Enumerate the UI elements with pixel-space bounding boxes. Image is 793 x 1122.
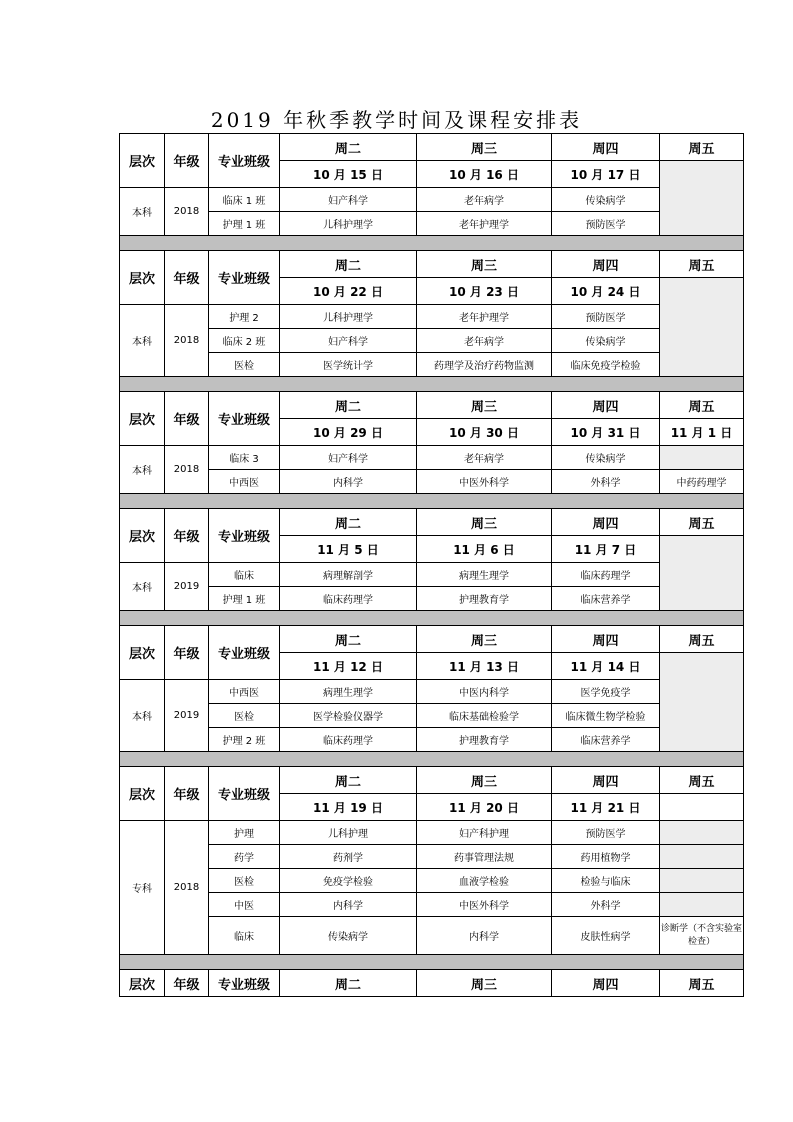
header-grade: 年级 [165, 392, 209, 446]
course-row [120, 845, 744, 869]
thursday-course: 外科学 [552, 893, 660, 917]
date-cell: 10 月 22 日 [280, 278, 417, 305]
header-wed: 周三 [417, 134, 552, 161]
header-class: 专业班级 [209, 392, 280, 446]
date-cell: 10 月 31 日 [552, 419, 660, 446]
header-grade: 年级 [165, 509, 209, 563]
header-wed: 周三 [417, 767, 552, 794]
header-tue: 周二 [280, 134, 417, 161]
header-tue: 周二 [280, 392, 417, 419]
header-row [120, 509, 744, 536]
wednesday-course: 老年护理学 [417, 212, 552, 236]
header-thu: 周四 [552, 767, 660, 794]
week-separator [120, 955, 744, 970]
tuesday-course: 临床药理学 [280, 587, 417, 611]
grade-cell: 2018 [165, 188, 209, 236]
week-separator [120, 752, 744, 767]
header-thu: 周四 [552, 509, 660, 536]
tuesday-course: 病理生理学 [280, 680, 417, 704]
separator-bar [120, 955, 744, 970]
date-cell: 10 月 16 日 [417, 161, 552, 188]
course-row [120, 917, 744, 955]
course-row [120, 470, 744, 494]
friday-course [660, 821, 744, 845]
wednesday-course: 内科学 [417, 917, 552, 955]
header-grade: 年级 [165, 626, 209, 680]
class-cell: 药学 [209, 845, 280, 869]
header-row [120, 134, 744, 161]
header-row [120, 767, 744, 794]
date-cell [660, 794, 744, 821]
header-fri: 周五 [660, 626, 744, 653]
grade-cell: 2018 [165, 305, 209, 377]
header-wed: 周三 [417, 970, 552, 997]
date-cell: 11 月 20 日 [417, 794, 552, 821]
grade-cell: 2018 [165, 446, 209, 494]
class-cell: 临床 1 班 [209, 188, 280, 212]
friday-course: 诊断学（不含实验室检查） [660, 917, 744, 955]
tuesday-course: 医学检验仪器学 [280, 704, 417, 728]
friday-empty-cell [660, 653, 744, 752]
thursday-course: 皮肤性病学 [552, 917, 660, 955]
friday-course [660, 446, 744, 470]
header-thu: 周四 [552, 251, 660, 278]
separator-bar [120, 236, 744, 251]
wednesday-course: 中医外科学 [417, 893, 552, 917]
tuesday-course: 妇产科学 [280, 446, 417, 470]
tuesday-course: 临床药理学 [280, 728, 417, 752]
thursday-course: 检验与临床 [552, 869, 660, 893]
wednesday-course: 护理教育学 [417, 587, 552, 611]
header-fri: 周五 [660, 509, 744, 536]
wednesday-course: 老年病学 [417, 188, 552, 212]
course-row [120, 704, 744, 728]
header-class: 专业班级 [209, 970, 280, 997]
header-tue: 周二 [280, 767, 417, 794]
thursday-course: 临床微生物学检验 [552, 704, 660, 728]
thursday-course: 预防医学 [552, 305, 660, 329]
class-cell: 中西医 [209, 680, 280, 704]
date-cell: 11 月 21 日 [552, 794, 660, 821]
header-row [120, 392, 744, 419]
class-cell: 护理 2 [209, 305, 280, 329]
header-grade: 年级 [165, 767, 209, 821]
date-cell: 11 月 6 日 [417, 536, 552, 563]
wednesday-course: 药事管理法规 [417, 845, 552, 869]
level-cell: 本科 [120, 680, 165, 752]
header-thu: 周四 [552, 392, 660, 419]
course-row [120, 728, 744, 752]
header-level: 层次 [120, 970, 165, 997]
week-separator [120, 377, 744, 392]
header-fri: 周五 [660, 134, 744, 161]
class-cell: 临床 3 [209, 446, 280, 470]
date-cell: 11 月 12 日 [280, 653, 417, 680]
date-cell: 11 月 1 日 [660, 419, 744, 446]
thursday-course: 传染病学 [552, 188, 660, 212]
wednesday-course: 老年病学 [417, 329, 552, 353]
course-row [120, 353, 744, 377]
thursday-course: 预防医学 [552, 212, 660, 236]
class-cell: 中西医 [209, 470, 280, 494]
class-cell: 临床 2 班 [209, 329, 280, 353]
date-cell: 10 月 15 日 [280, 161, 417, 188]
header-fri: 周五 [660, 392, 744, 419]
level-cell: 本科 [120, 563, 165, 611]
header-tue: 周二 [280, 509, 417, 536]
week-separator [120, 236, 744, 251]
course-row [120, 587, 744, 611]
header-level: 层次 [120, 392, 165, 446]
header-wed: 周三 [417, 626, 552, 653]
course-row [120, 212, 744, 236]
separator-bar [120, 752, 744, 767]
date-cell: 10 月 23 日 [417, 278, 552, 305]
thursday-course: 传染病学 [552, 329, 660, 353]
level-cell: 本科 [120, 188, 165, 236]
course-row [120, 329, 744, 353]
grade-cell: 2019 [165, 680, 209, 752]
tuesday-course: 病理解剖学 [280, 563, 417, 587]
week-separator [120, 494, 744, 509]
header-tue: 周二 [280, 251, 417, 278]
course-row [120, 821, 744, 845]
course-row [120, 446, 744, 470]
level-cell: 本科 [120, 446, 165, 494]
friday-course: 中药药理学 [660, 470, 744, 494]
date-cell: 11 月 7 日 [552, 536, 660, 563]
date-cell: 11 月 5 日 [280, 536, 417, 563]
tuesday-course: 内科学 [280, 470, 417, 494]
wednesday-course: 老年病学 [417, 446, 552, 470]
header-wed: 周三 [417, 509, 552, 536]
separator-bar [120, 494, 744, 509]
course-row [120, 680, 744, 704]
header-wed: 周三 [417, 251, 552, 278]
date-cell: 11 月 19 日 [280, 794, 417, 821]
date-cell: 11 月 13 日 [417, 653, 552, 680]
class-cell: 护理 2 班 [209, 728, 280, 752]
class-cell: 临床 [209, 563, 280, 587]
tuesday-course: 妇产科学 [280, 329, 417, 353]
header-grade: 年级 [165, 970, 209, 997]
header-thu: 周四 [552, 970, 660, 997]
header-wed: 周三 [417, 392, 552, 419]
header-row [120, 970, 744, 997]
friday-course [660, 869, 744, 893]
wednesday-course: 中医内科学 [417, 680, 552, 704]
course-row [120, 563, 744, 587]
header-class: 专业班级 [209, 767, 280, 821]
friday-course [660, 893, 744, 917]
header-level: 层次 [120, 626, 165, 680]
header-grade: 年级 [165, 251, 209, 305]
date-cell: 10 月 17 日 [552, 161, 660, 188]
class-cell: 医检 [209, 353, 280, 377]
header-class: 专业班级 [209, 134, 280, 188]
wednesday-course: 血液学检验 [417, 869, 552, 893]
header-tue: 周二 [280, 970, 417, 997]
header-level: 层次 [120, 134, 165, 188]
thursday-course: 临床药理学 [552, 563, 660, 587]
tuesday-course: 儿科护理学 [280, 305, 417, 329]
wednesday-course: 病理生理学 [417, 563, 552, 587]
level-cell: 专科 [120, 821, 165, 955]
header-level: 层次 [120, 767, 165, 821]
separator-bar [120, 377, 744, 392]
header-thu: 周四 [552, 626, 660, 653]
header-row [120, 626, 744, 653]
thursday-course: 临床免疫学检验 [552, 353, 660, 377]
date-cell: 10 月 29 日 [280, 419, 417, 446]
tuesday-course: 药剂学 [280, 845, 417, 869]
header-fri: 周五 [660, 767, 744, 794]
header-row [120, 251, 744, 278]
course-row [120, 893, 744, 917]
class-cell: 护理 1 班 [209, 587, 280, 611]
thursday-course: 医学免疫学 [552, 680, 660, 704]
wednesday-course: 老年护理学 [417, 305, 552, 329]
grade-cell: 2019 [165, 563, 209, 611]
separator-bar [120, 611, 744, 626]
tuesday-course: 免疫学检验 [280, 869, 417, 893]
course-row [120, 305, 744, 329]
header-level: 层次 [120, 251, 165, 305]
header-class: 专业班级 [209, 251, 280, 305]
grade-cell: 2018 [165, 821, 209, 955]
tuesday-course: 内科学 [280, 893, 417, 917]
class-cell: 医检 [209, 704, 280, 728]
page-title: 2019 年秋季教学时间及课程安排表 [210, 108, 583, 132]
class-cell: 临床 [209, 917, 280, 955]
wednesday-course: 中医外科学 [417, 470, 552, 494]
week-separator [120, 611, 744, 626]
tuesday-course: 妇产科学 [280, 188, 417, 212]
class-cell: 护理 1 班 [209, 212, 280, 236]
thursday-course: 预防医学 [552, 821, 660, 845]
thursday-course: 临床营养学 [552, 728, 660, 752]
wednesday-course: 临床基础检验学 [417, 704, 552, 728]
header-class: 专业班级 [209, 626, 280, 680]
course-row [120, 188, 744, 212]
wednesday-course: 药理学及治疗药物监测 [417, 353, 552, 377]
tuesday-course: 儿科护理 [280, 821, 417, 845]
class-cell: 护理 [209, 821, 280, 845]
thursday-course: 临床营养学 [552, 587, 660, 611]
header-grade: 年级 [165, 134, 209, 188]
class-cell: 中医 [209, 893, 280, 917]
thursday-course: 外科学 [552, 470, 660, 494]
thursday-course: 传染病学 [552, 446, 660, 470]
header-class: 专业班级 [209, 509, 280, 563]
class-cell: 医检 [209, 869, 280, 893]
thursday-course: 药用植物学 [552, 845, 660, 869]
date-cell: 10 月 24 日 [552, 278, 660, 305]
friday-course [660, 845, 744, 869]
date-cell: 10 月 30 日 [417, 419, 552, 446]
wednesday-course: 护理教育学 [417, 728, 552, 752]
course-row [120, 869, 744, 893]
friday-empty-cell [660, 536, 744, 611]
friday-empty-cell [660, 278, 744, 377]
tuesday-course: 儿科护理学 [280, 212, 417, 236]
friday-empty-cell [660, 161, 744, 236]
header-tue: 周二 [280, 626, 417, 653]
tuesday-course: 传染病学 [280, 917, 417, 955]
header-level: 层次 [120, 509, 165, 563]
header-thu: 周四 [552, 134, 660, 161]
tuesday-course: 医学统计学 [280, 353, 417, 377]
header-fri: 周五 [660, 251, 744, 278]
level-cell: 本科 [120, 305, 165, 377]
date-cell: 11 月 14 日 [552, 653, 660, 680]
header-fri: 周五 [660, 970, 744, 997]
wednesday-course: 妇产科护理 [417, 821, 552, 845]
schedule-table [119, 133, 744, 997]
